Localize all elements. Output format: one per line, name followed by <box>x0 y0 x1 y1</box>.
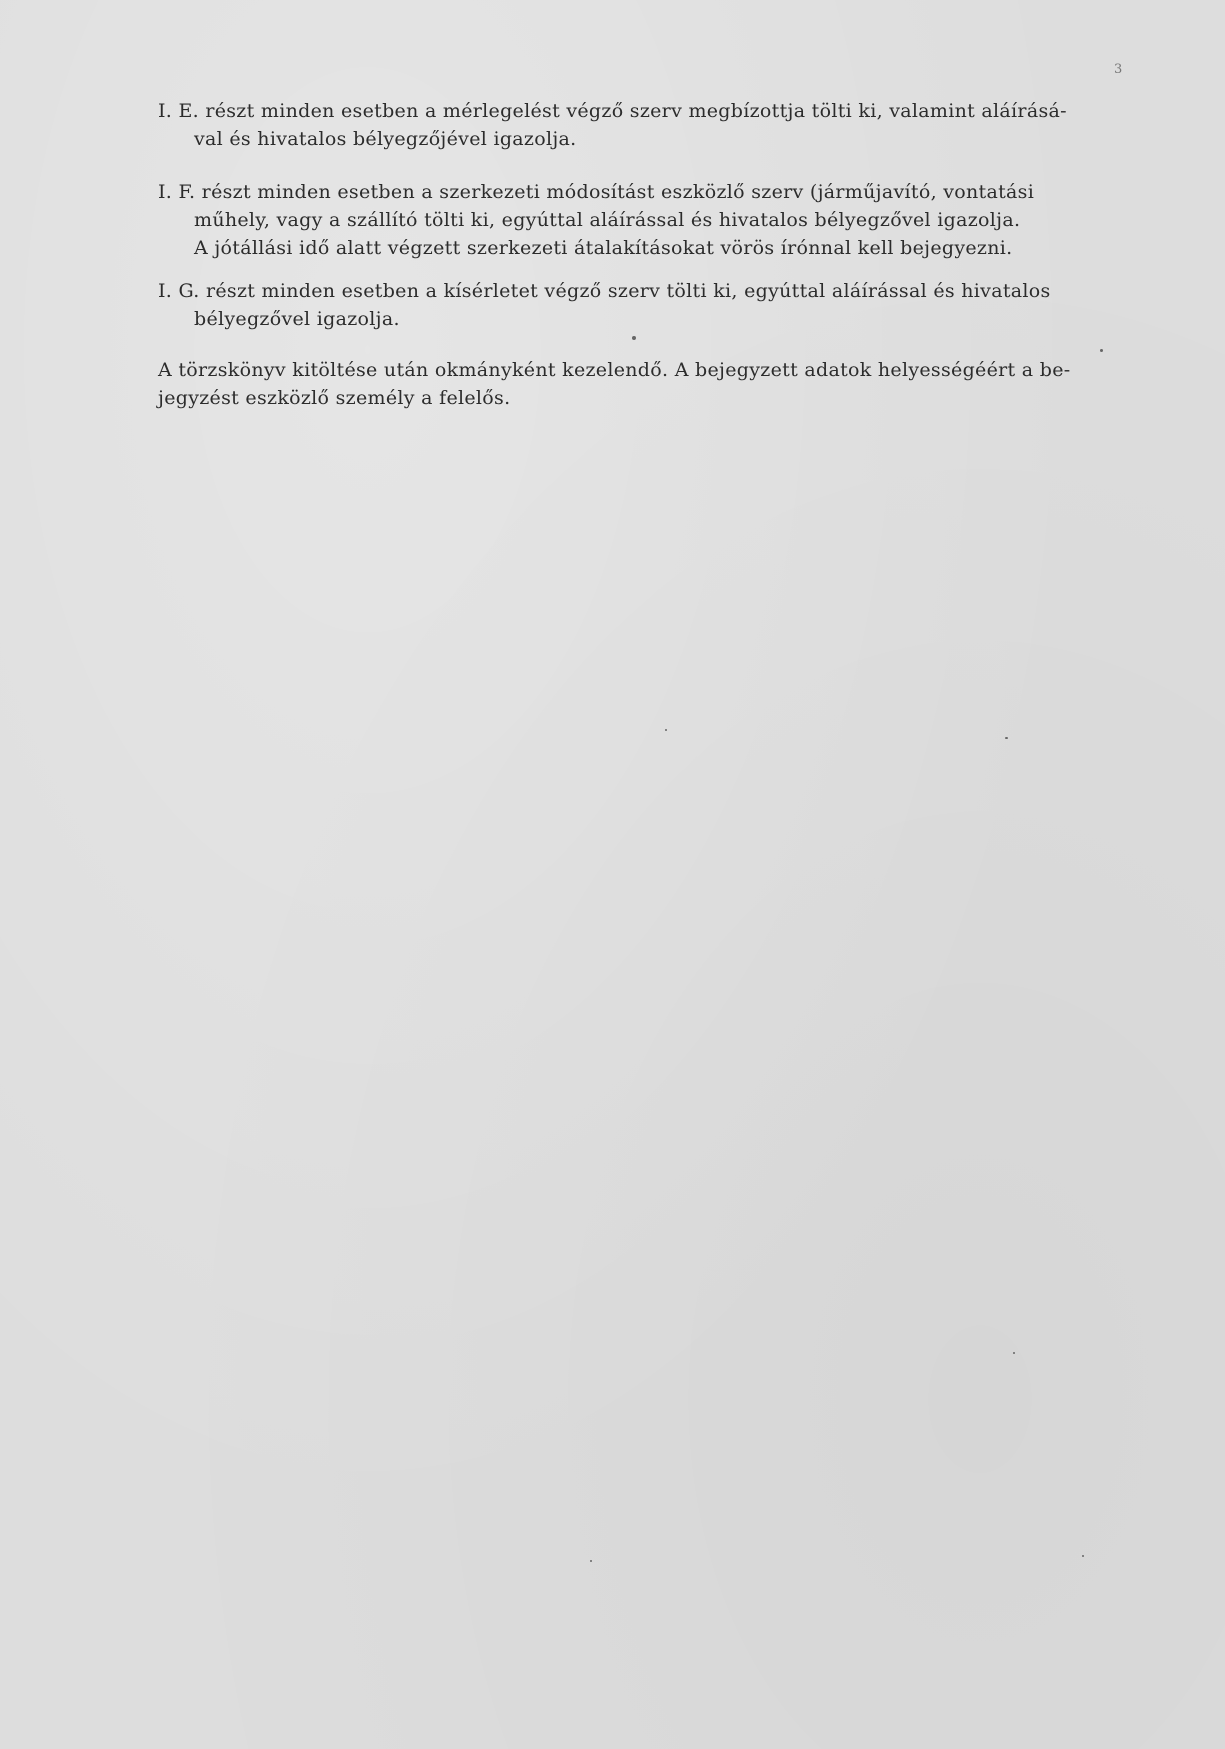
paper-speck <box>1100 349 1103 352</box>
paper-speck <box>665 729 667 731</box>
paragraph-closing-note <box>158 356 1124 412</box>
paper-speck <box>632 336 636 340</box>
paragraph-line: A törzskönyv kitöltése után okmányként kezelendő. A bejegyzett adatok helyességéért a be- <box>158 359 1071 381</box>
page-number: 3 <box>1114 62 1123 77</box>
paragraph-part-f <box>158 178 1124 262</box>
paper-speck <box>1013 1352 1015 1354</box>
paper-speck <box>1082 1555 1084 1557</box>
paragraph-part-e <box>158 97 1124 153</box>
paragraph-line: I. E. részt minden esetben a mérlegelést végző szerv megbízottja tölti ki, valamint aláírásá- <box>158 100 1067 122</box>
paragraph-line: val és hivatalos bélyegzőjével igazolja. <box>194 128 577 150</box>
paragraph-line: A jótállási idő alatt végzett szerkezeti átalakításokat vörös írónnal kell bejegyezni. <box>194 237 1013 259</box>
paragraph-line: I. G. részt minden esetben a kísérletet végző szerv tölti ki, egyúttal aláírással és hivatalos <box>158 280 1051 302</box>
paragraph-line: bélyegzővel igazolja. <box>194 308 400 330</box>
paragraph-line: jegyzést eszközlő személy a felelős. <box>158 387 511 409</box>
paragraph-line: I. F. részt minden esetben a szerkezeti módosítást eszközlő szerv (járműjavító, vontatási <box>158 181 1035 203</box>
paragraph-line: műhely, vagy a szállító tölti ki, egyúttal aláírással és hivatalos bélyegzővel igazolja. <box>194 209 1021 231</box>
paragraph-part-g <box>158 277 1124 333</box>
paper-speck <box>1005 737 1008 739</box>
paper-speck <box>590 1560 592 1562</box>
